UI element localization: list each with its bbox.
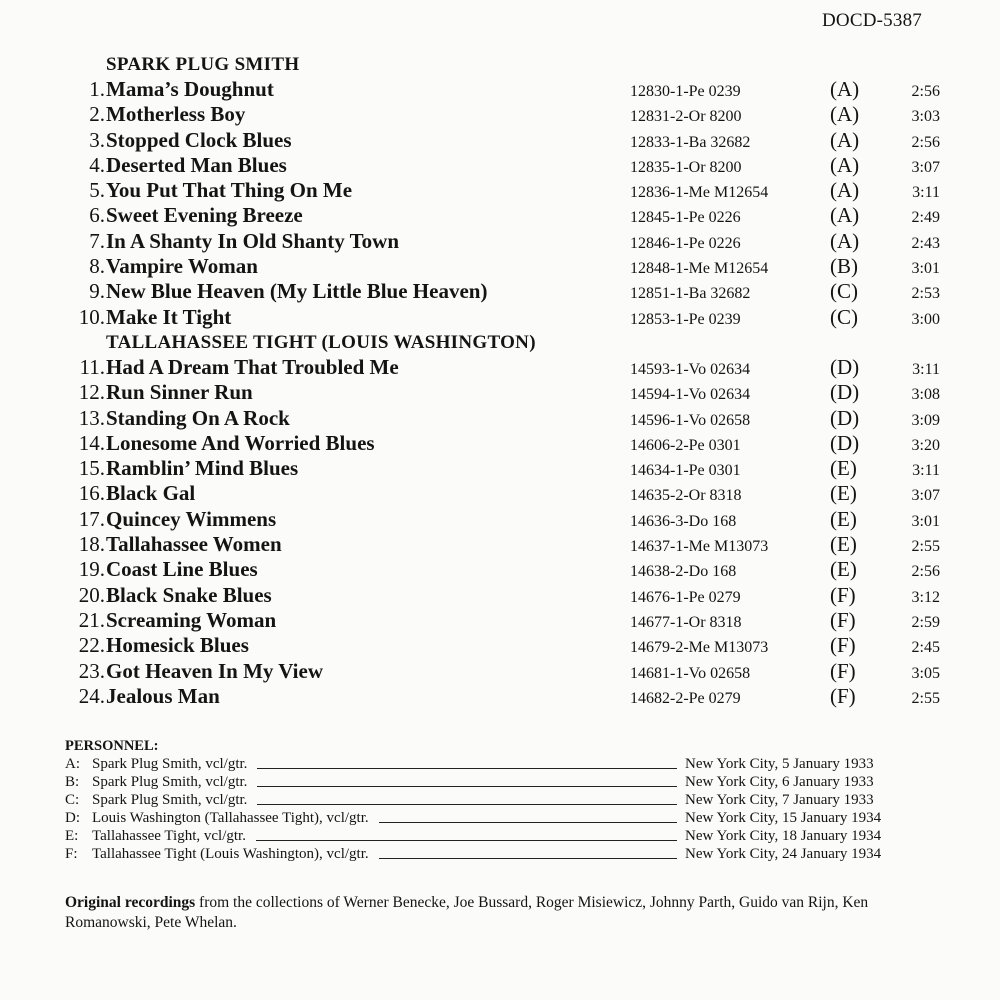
track-row (60, 481, 960, 506)
track-number: 1. (89, 77, 105, 101)
track-row (60, 77, 960, 102)
personnel-name: Tallahassee Tight (Louis Washington), vcl/gtr. (92, 846, 369, 862)
track-number: 4. (89, 152, 105, 177)
session-group: (C) (830, 304, 858, 329)
personnel-letter: D: (65, 810, 80, 826)
session-group: (D) (830, 430, 860, 455)
track-duration: 3:07 (911, 158, 940, 176)
track-row (60, 532, 960, 557)
track-title: Stopped Clock Blues (106, 127, 292, 152)
track-row (60, 279, 960, 304)
personnel-rule (257, 768, 677, 769)
track-number: 20. (78, 582, 105, 607)
matrix-number: 14679-2-Me M13073 (630, 639, 769, 657)
personnel-place-date: New York City, 7 January 1933 (685, 792, 874, 808)
track-duration: 2:55 (911, 538, 940, 556)
personnel-row (65, 755, 945, 773)
track-number: 18. (78, 532, 105, 557)
session-group: (A) (830, 127, 860, 152)
track-list (60, 52, 960, 709)
session-group: (E) (830, 532, 857, 557)
track-row (60, 254, 960, 279)
track-row (60, 659, 960, 684)
track-row (60, 178, 960, 203)
matrix-number: 14682-2-Pe 0279 (630, 689, 741, 707)
track-duration: 2:49 (911, 209, 940, 227)
track-title: Black Snake Blues (106, 582, 272, 607)
track-duration: 2:53 (911, 285, 940, 303)
track-duration: 3:20 (911, 436, 940, 454)
track-number: 14. (78, 430, 105, 455)
track-number: 19. (78, 557, 105, 582)
session-group: (F) (830, 582, 856, 607)
matrix-number: 14681-1-Vo 02658 (630, 664, 751, 682)
matrix-number: 14636-3-Do 168 (630, 512, 737, 530)
personnel-rule (257, 786, 677, 787)
track-row (60, 406, 960, 431)
track-duration: 3:11 (912, 360, 940, 378)
track-row (60, 456, 960, 481)
personnel-row (65, 827, 945, 845)
matrix-number: 14635-2-Or 8318 (630, 487, 742, 505)
track-number: 2. (89, 102, 105, 127)
track-row (60, 355, 960, 380)
track-title: Tallahassee Women (106, 532, 282, 557)
track-row (60, 229, 960, 254)
track-duration: 3:11 (912, 462, 940, 480)
session-group: (F) (830, 607, 856, 632)
track-duration: 3:05 (911, 664, 940, 682)
personnel-row (65, 791, 945, 809)
matrix-number: 14594-1-Vo 02634 (630, 386, 751, 404)
personnel-name: Spark Plug Smith, vcl/gtr. (92, 756, 248, 772)
credits (65, 893, 945, 933)
track-row (60, 633, 960, 658)
track-row (60, 431, 960, 456)
session-group: (A) (830, 152, 860, 177)
session-group: (A) (830, 178, 860, 203)
session-group: (C) (830, 279, 858, 304)
session-group: (E) (830, 506, 857, 531)
track-number: 6. (89, 203, 105, 228)
credits-lead: Original recordings (65, 894, 196, 911)
personnel-name: Spark Plug Smith, vcl/gtr. (92, 774, 248, 790)
matrix-number: 14637-1-Me M13073 (630, 538, 769, 556)
personnel-letter: A: (65, 756, 80, 772)
personnel-heading: PERSONNEL: (65, 738, 159, 754)
personnel-name: Louis Washington (Tallahassee Tight), vcl/gtr. (92, 810, 369, 826)
track-duration: 3:01 (911, 512, 940, 530)
track-number: 10. (78, 304, 105, 329)
track-row (60, 608, 960, 633)
session-group: (F) (830, 683, 856, 708)
matrix-number: 12836-1-Me M12654 (630, 184, 769, 202)
personnel-letter: E: (65, 828, 79, 844)
personnel-rule (379, 822, 677, 823)
track-number: 17. (78, 506, 105, 531)
track-number: 9. (89, 279, 105, 304)
matrix-number: 12848-1-Me M12654 (630, 260, 769, 278)
track-title: Standing On A Rock (106, 405, 290, 430)
session-group: (A) (830, 77, 860, 101)
track-number: 3. (89, 127, 105, 152)
track-title: Jealous Man (106, 683, 220, 708)
track-number: 11. (79, 354, 105, 379)
track-duration: 3:01 (911, 260, 940, 278)
track-number: 15. (78, 456, 105, 481)
track-duration: 3:00 (911, 310, 940, 328)
track-duration: 2:56 (911, 83, 940, 100)
track-duration: 2:55 (911, 689, 940, 707)
personnel-name: Spark Plug Smith, vcl/gtr. (92, 792, 248, 808)
track-number: 7. (89, 228, 105, 253)
track-row (60, 305, 960, 330)
track-row (60, 583, 960, 608)
matrix-number: 14634-1-Pe 0301 (630, 462, 741, 480)
track-title: Quincey Wimmens (106, 506, 277, 531)
personnel-place-date: New York City, 15 January 1934 (685, 810, 882, 826)
track-title: Run Sinner Run (106, 380, 253, 405)
track-number: 12. (78, 380, 105, 405)
track-row (60, 153, 960, 178)
session-group: (E) (830, 481, 857, 506)
track-title: Sweet Evening Breeze (106, 203, 303, 228)
track-row (60, 128, 960, 153)
session-group: (E) (830, 557, 857, 582)
matrix-number: 14677-1-Or 8318 (630, 613, 742, 631)
session-group: (F) (830, 633, 856, 658)
track-duration: 3:09 (911, 411, 940, 429)
track-duration: 2:43 (911, 234, 940, 252)
section-title: TALLAHASSEE TIGHT (LOUIS WASHINGTON) (106, 331, 536, 353)
track-title: Homesick Blues (106, 633, 249, 658)
personnel-row (65, 845, 945, 863)
track-duration: 2:45 (911, 639, 940, 657)
matrix-number: 14593-1-Vo 02634 (630, 360, 751, 378)
track-title: Vampire Woman (106, 254, 258, 279)
personnel-rule (257, 804, 677, 805)
track-title: Deserted Man Blues (106, 152, 287, 177)
track-number: 21. (78, 607, 105, 632)
personnel-place-date: New York City, 6 January 1933 (685, 774, 874, 790)
track-duration: 2:56 (911, 133, 940, 151)
track-row (60, 102, 960, 127)
personnel-letter: F: (65, 846, 78, 862)
matrix-number: 14596-1-Vo 02658 (630, 411, 751, 429)
matrix-number: 14638-2-Do 168 (630, 563, 737, 581)
track-title: Coast Line Blues (106, 557, 258, 582)
matrix-number: 12831-2-Or 8200 (630, 108, 742, 126)
session-group: (E) (830, 456, 857, 481)
track-title: Mama’s Doughnut (106, 77, 274, 101)
track-title: Got Heaven In My View (106, 658, 323, 683)
section-title: SPARK PLUG SMITH (106, 54, 300, 75)
personnel-name: Tallahassee Tight, vcl/gtr. (92, 828, 246, 844)
track-row (60, 557, 960, 582)
matrix-number: 12846-1-Pe 0226 (630, 234, 741, 252)
personnel-rule (256, 840, 677, 841)
track-number: 5. (89, 178, 105, 203)
matrix-number: 12833-1-Ba 32682 (630, 133, 751, 151)
personnel-rule (379, 858, 677, 859)
matrix-number: 12851-1-Ba 32682 (630, 285, 751, 303)
track-row (60, 507, 960, 532)
personnel-place-date: New York City, 24 January 1934 (685, 846, 882, 862)
track-duration: 3:11 (912, 184, 940, 202)
track-number: 24. (78, 683, 105, 708)
track-title: New Blue Heaven (My Little Blue Heaven) (106, 279, 488, 304)
track-number: 13. (78, 405, 105, 430)
track-duration: 3:12 (911, 588, 940, 606)
matrix-number: 14676-1-Pe 0279 (630, 588, 741, 606)
matrix-number: 12835-1-Or 8200 (630, 158, 742, 176)
track-title: Ramblin’ Mind Blues (106, 456, 299, 481)
track-title: You Put That Thing On Me (106, 178, 353, 203)
track-number: 23. (78, 658, 105, 683)
track-row (60, 684, 960, 709)
track-title: Had A Dream That Troubled Me (106, 354, 399, 379)
track-title: In A Shanty In Old Shanty Town (106, 228, 400, 253)
session-group: (D) (830, 354, 860, 379)
track-duration: 2:56 (911, 563, 940, 581)
track-duration: 3:03 (911, 108, 940, 126)
personnel-place-date: New York City, 18 January 1934 (685, 828, 882, 844)
session-group: (B) (830, 254, 858, 279)
personnel-place-date: New York City, 5 January 1933 (685, 756, 874, 772)
session-group: (A) (830, 228, 860, 253)
track-row (60, 380, 960, 405)
personnel-letter: B: (65, 774, 80, 790)
track-row (60, 203, 960, 228)
track-duration: 2:59 (911, 613, 940, 631)
personnel-letter: C: (65, 792, 80, 808)
track-number: 22. (78, 633, 105, 658)
session-group: (D) (830, 405, 860, 430)
personnel-row (65, 773, 945, 791)
matrix-number: 14606-2-Pe 0301 (630, 436, 741, 454)
track-number: 16. (78, 481, 105, 506)
personnel-row (65, 809, 945, 827)
track-duration: 3:07 (911, 487, 940, 505)
track-duration: 3:08 (911, 386, 940, 404)
track-title: Motherless Boy (106, 102, 246, 127)
track-title: Make It Tight (106, 304, 232, 329)
track-title: Lonesome And Worried Blues (106, 430, 375, 455)
session-group: (A) (830, 203, 860, 228)
session-group: (D) (830, 380, 860, 405)
track-title: Black Gal (106, 481, 196, 506)
session-group: (A) (830, 102, 860, 127)
matrix-number: 12830-1-Pe 0239 (630, 83, 741, 100)
matrix-number: 12853-1-Pe 0239 (630, 310, 741, 328)
session-group: (F) (830, 658, 856, 683)
credits-text: from the collections of Werner Benecke, Joe Bussard, Roger Misiewicz, Johnny Parth, Guido van Rijn, Ken Romanowski, Pete Whelan. (65, 894, 869, 931)
catalog-number: DOCD-5387 (822, 10, 922, 31)
track-title: Screaming Woman (106, 607, 277, 632)
matrix-number: 12845-1-Pe 0226 (630, 209, 741, 227)
track-number: 8. (89, 254, 105, 279)
personnel-section (65, 737, 945, 863)
